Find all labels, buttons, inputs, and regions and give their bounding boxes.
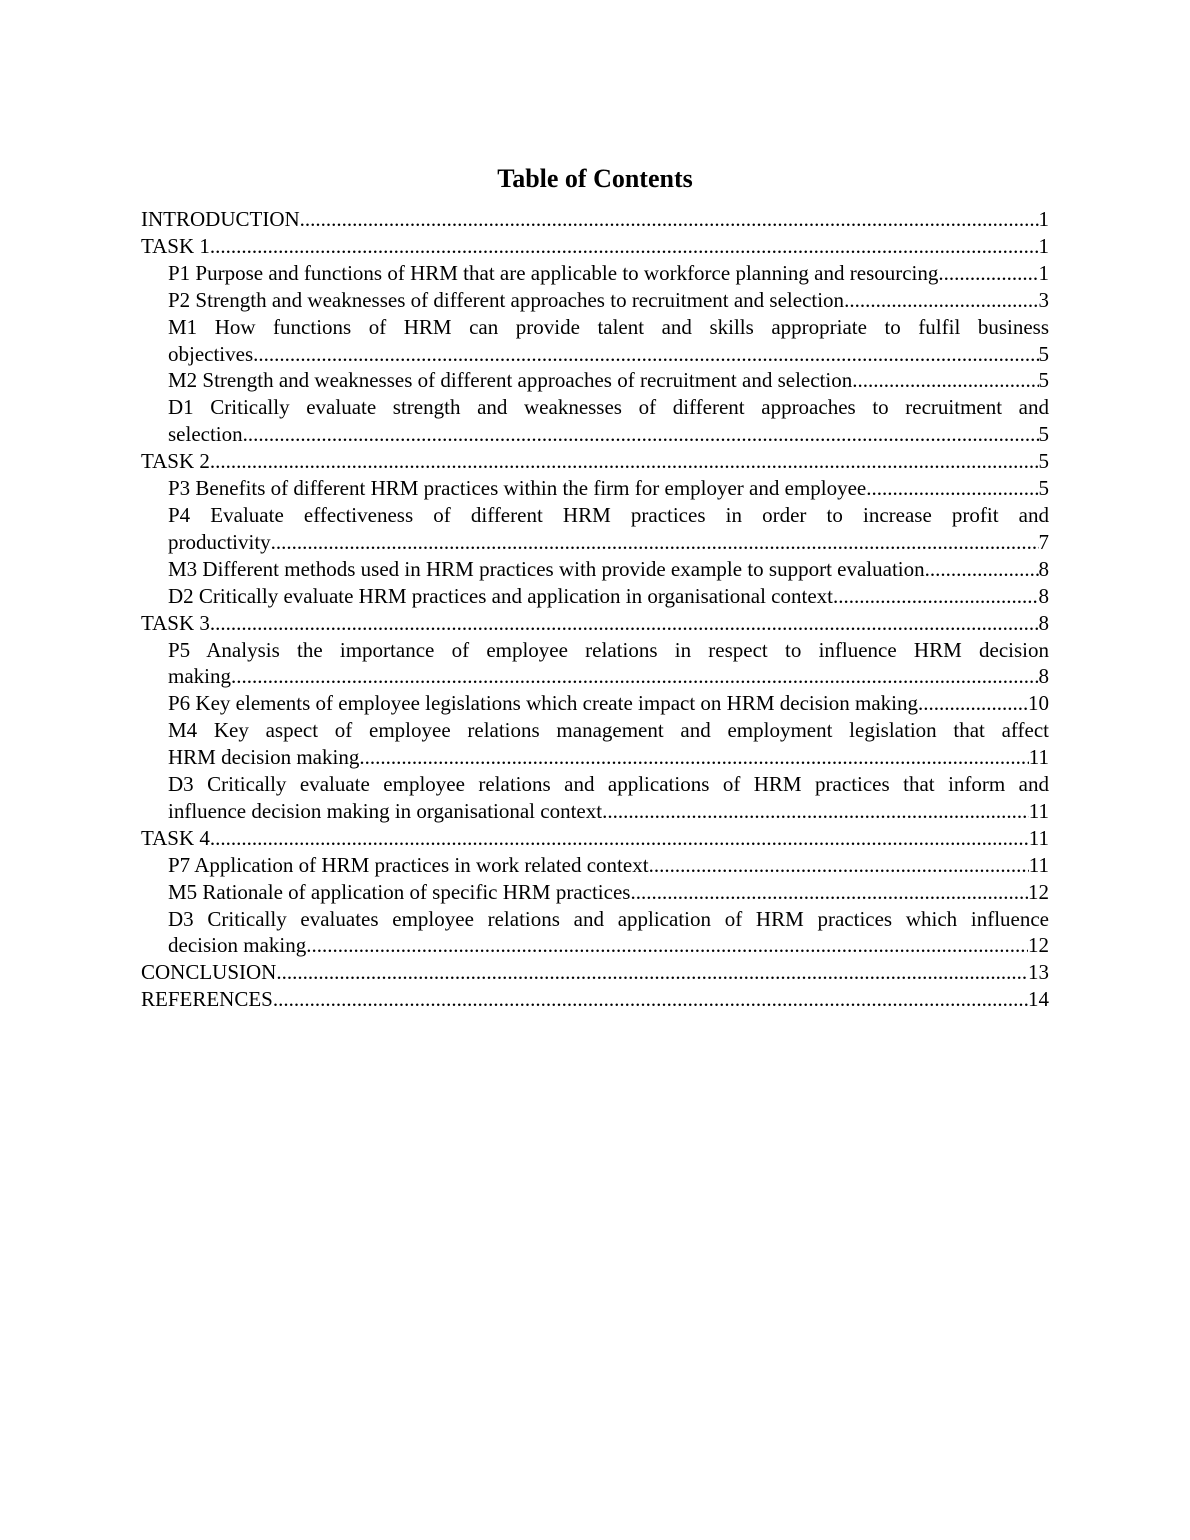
toc-entry-label: M2 Strength and weaknesses of different approaches of recruitment and selection <box>168 368 853 393</box>
toc-page-number: 8 <box>1038 664 1049 689</box>
toc-entry-last-line <box>168 690 1049 717</box>
toc-entry-label: TASK 3 <box>141 610 210 635</box>
dot-leader <box>243 421 1039 448</box>
toc-page-number: 11 <box>1028 745 1049 770</box>
dot-leader <box>231 663 1039 690</box>
toc-entry-last-line <box>168 260 1049 287</box>
table-of-contents <box>141 206 1049 1013</box>
toc-page-number: 1 <box>1038 260 1049 285</box>
toc-entry-label-line: D1 Critically evaluate strength and weaknesses of different approaches to recruitment and <box>168 395 1049 420</box>
toc-entry[interactable] <box>141 959 1049 986</box>
toc-entry-label-line: P5 Analysis the importance of employee relations in respect to influence HRM decision <box>168 637 1049 662</box>
toc-entry-label: making <box>168 664 231 689</box>
toc-entry-last-line <box>168 341 1049 368</box>
toc-entry-label: P7 Application of HRM practices in work related context <box>168 852 649 877</box>
toc-page-number: 3 <box>1038 287 1049 312</box>
toc-entry[interactable] <box>141 852 1049 879</box>
toc-entry[interactable] <box>141 206 1049 233</box>
toc-entry[interactable] <box>141 879 1049 906</box>
dot-leader <box>925 556 1039 583</box>
toc-entry[interactable] <box>141 583 1049 610</box>
toc-entry-label: selection <box>168 422 243 447</box>
toc-entry[interactable] <box>141 556 1049 583</box>
toc-page-number: 13 <box>1028 960 1049 985</box>
toc-entry-last-line <box>168 367 1049 394</box>
toc-entry-last-line <box>168 798 1049 825</box>
toc-entry[interactable] <box>141 502 1049 556</box>
dot-leader <box>273 986 1028 1013</box>
toc-entry-label-line: M4 Key aspect of employee relations management and employment legislation that affect <box>168 718 1049 743</box>
toc-entry-last-line <box>168 663 1049 690</box>
toc-entry[interactable] <box>141 287 1049 314</box>
dot-leader <box>602 798 1029 825</box>
toc-entry-label: M3 Different methods used in HRM practices with provide example to support evaluation <box>168 556 925 581</box>
toc-entry-label: P2 Strength and weaknesses of different approaches to recruitment and selection <box>168 287 845 312</box>
toc-entry-label: influence decision making in organisational context <box>168 798 603 823</box>
toc-page-number: 5 <box>1038 341 1049 366</box>
toc-entry[interactable] <box>141 394 1049 448</box>
dot-leader <box>944 260 1039 287</box>
toc-page-number: 7 <box>1038 529 1049 554</box>
dot-leader <box>306 932 1028 959</box>
toc-entry[interactable] <box>141 314 1049 368</box>
toc-entry[interactable] <box>141 637 1049 691</box>
toc-entry[interactable] <box>141 717 1049 771</box>
toc-entry-last-line <box>168 475 1049 502</box>
toc-page-number: 5 <box>1038 449 1049 474</box>
toc-entry-label: M5 Rationale of application of specific HRM practices <box>168 879 631 904</box>
dot-leader <box>918 690 1028 717</box>
toc-entry[interactable] <box>141 771 1049 825</box>
toc-entry-last-line <box>141 233 1049 260</box>
dot-leader <box>844 287 1038 314</box>
toc-entry-label: REFERENCES <box>141 987 273 1012</box>
toc-entry-last-line <box>141 448 1049 475</box>
toc-entry-last-line <box>141 206 1049 233</box>
dot-leader <box>276 959 1028 986</box>
toc-entry[interactable] <box>141 825 1049 852</box>
toc-entry-label: TASK 1 <box>141 233 210 258</box>
toc-entry-label-line: P4 Evaluate effectiveness of different HRM practices in order to increase profit and <box>168 502 1049 527</box>
toc-entry[interactable] <box>141 986 1049 1013</box>
dot-leader <box>271 529 1039 556</box>
toc-entry-label: HRM decision making <box>168 745 360 770</box>
toc-entry[interactable] <box>141 233 1049 260</box>
toc-entry-last-line <box>168 932 1049 959</box>
toc-entry-last-line <box>141 959 1049 986</box>
toc-entry-last-line <box>168 287 1049 314</box>
dot-leader <box>210 825 1029 852</box>
toc-entry-last-line <box>168 879 1049 906</box>
document-page <box>141 160 1049 1013</box>
toc-page-number: 11 <box>1028 798 1049 823</box>
toc-entry-last-line <box>141 610 1049 637</box>
toc-page-number: 10 <box>1028 691 1049 716</box>
toc-entry-label-line: M1 How functions of HRM can provide talent and skills appropriate to fulfil business <box>168 314 1049 339</box>
toc-page-number: 12 <box>1028 879 1049 904</box>
toc-entry-label: decision making <box>168 933 307 958</box>
toc-page-number: 5 <box>1038 368 1049 393</box>
toc-entry-last-line <box>168 852 1049 879</box>
dot-leader <box>300 206 1039 233</box>
toc-entry[interactable] <box>141 367 1049 394</box>
dot-leader <box>866 475 1038 502</box>
toc-page-number: 5 <box>1038 476 1049 501</box>
toc-page-number: 1 <box>1038 207 1049 231</box>
dot-leader <box>253 341 1038 368</box>
toc-entry-label: P3 Benefits of different HRM practices within the firm for employer and employee <box>168 476 867 501</box>
toc-entry-label: TASK 4 <box>141 825 210 850</box>
toc-page-number: 5 <box>1038 422 1049 447</box>
toc-entry[interactable] <box>141 610 1049 637</box>
toc-entry-last-line <box>141 825 1049 852</box>
dot-leader <box>630 879 1028 906</box>
toc-entry[interactable] <box>141 906 1049 960</box>
toc-page-number: 12 <box>1028 933 1049 958</box>
dot-leader <box>210 448 1039 475</box>
toc-entry-last-line <box>141 986 1049 1013</box>
toc-page-number: 11 <box>1028 852 1049 877</box>
dot-leader <box>210 610 1039 637</box>
toc-page-number: 8 <box>1038 583 1049 608</box>
toc-entry[interactable] <box>141 690 1049 717</box>
toc-entry-label: productivity <box>168 529 271 554</box>
toc-entry-label-line: D3 Critically evaluates employee relations and application of HRM practices which influence <box>168 906 1049 931</box>
toc-entry-last-line <box>168 583 1049 610</box>
toc-entry[interactable] <box>141 475 1049 502</box>
toc-entry-label: INTRODUCTION <box>141 207 300 231</box>
toc-page-number: 11 <box>1028 825 1049 850</box>
toc-entry-label: TASK 2 <box>141 449 210 474</box>
toc-entry-label: P1 Purpose and functions of HRM that are applicable to workforce planning and resourcing. <box>168 260 944 285</box>
toc-page-number: 8 <box>1038 556 1049 581</box>
toc-page-number: 1 <box>1038 233 1049 258</box>
toc-entry-last-line <box>168 744 1049 771</box>
toc-entry-last-line <box>168 421 1049 448</box>
toc-entry-label: CONCLUSION <box>141 960 277 985</box>
toc-entry-label: P6 Key elements of employee legislations which create impact on HRM decision making <box>168 691 918 716</box>
toc-entry[interactable] <box>141 448 1049 475</box>
toc-title: Table of Contents <box>497 164 693 193</box>
dot-leader <box>833 583 1039 610</box>
toc-entry-label: objectives <box>168 341 254 366</box>
toc-entry-label: D2 Critically evaluate HRM practices and application in organisational context <box>168 583 833 608</box>
toc-page-number: 14 <box>1028 987 1049 1012</box>
toc-entry-label-line: D3 Critically evaluate employee relations and applications of HRM practices that inform and <box>168 772 1049 797</box>
dot-leader <box>210 233 1039 260</box>
toc-entry-last-line <box>168 529 1049 556</box>
toc-entry-last-line <box>168 556 1049 583</box>
dot-leader <box>852 367 1038 394</box>
dot-leader <box>359 744 1028 771</box>
dot-leader <box>649 852 1029 879</box>
toc-entry[interactable] <box>141 260 1049 287</box>
toc-page-number: 8 <box>1038 610 1049 635</box>
